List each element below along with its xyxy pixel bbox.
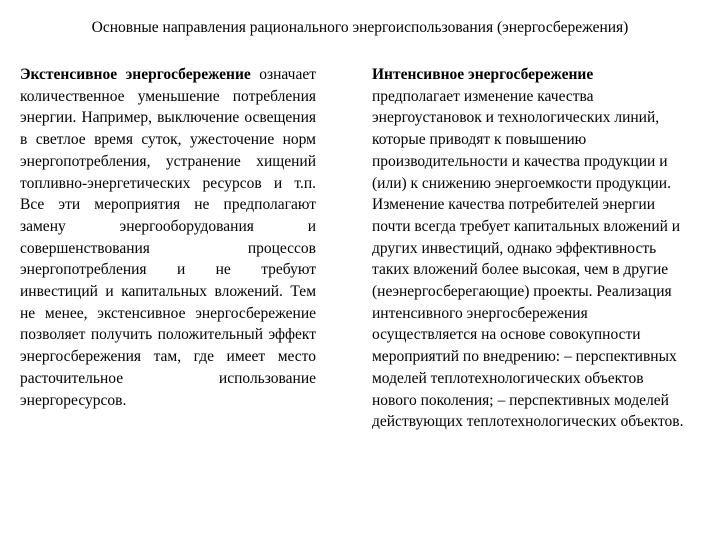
extensive-saving-column xyxy=(20,64,316,411)
slide-title: Основные направления рационального энергоиспользования (энергосбережения) xyxy=(91,19,629,36)
intensive-saving-heading: Интенсивное энергосбережение xyxy=(372,66,594,83)
intensive-saving-text: предполагает изменение качества энергоустановок и технологических линий, которые приводят к повышению производительности и качества продукции и (или) к снижению энергоемкости продукции. Изменение качества потребителей энергии почти всегда требует капитальных вложений и других инвестиций, однако эффективность таких вложений более высокая, чем в другие (неэнергосберегающие) проекты. Реализация интенсивного энергосбережения осуществляется на основе совокупности мероприятий по внедрению: – перспективных моделей теплотехнологических объектов нового поколения; – перспективных моделей действующих теплотехнологических объектов. xyxy=(372,87,684,431)
extensive-saving-text: означает количественное уменьшение потребления энергии. Например, выключение освещения в светлое время суток, ужесточение норм энергопотребления, устранение хищений топливно-энергетических ресурсов и т.п. Все эти мероприятия не предполагают замену энергооборудования и совершенствования процессов энергопотребления и не требуют инвестиций и капитальных вложений. Тем не менее, экстенсивное энергосбережение позволяет получить положительный эффект энергосбережения там, где имеет место расточительное использование энергоресурсов. xyxy=(20,66,316,409)
intensive-saving-column xyxy=(372,64,692,433)
extensive-saving-paragraph xyxy=(20,64,316,411)
intensive-saving-paragraph xyxy=(372,64,692,433)
extensive-saving-heading: Экстенсивное энергосбережение xyxy=(20,66,251,83)
